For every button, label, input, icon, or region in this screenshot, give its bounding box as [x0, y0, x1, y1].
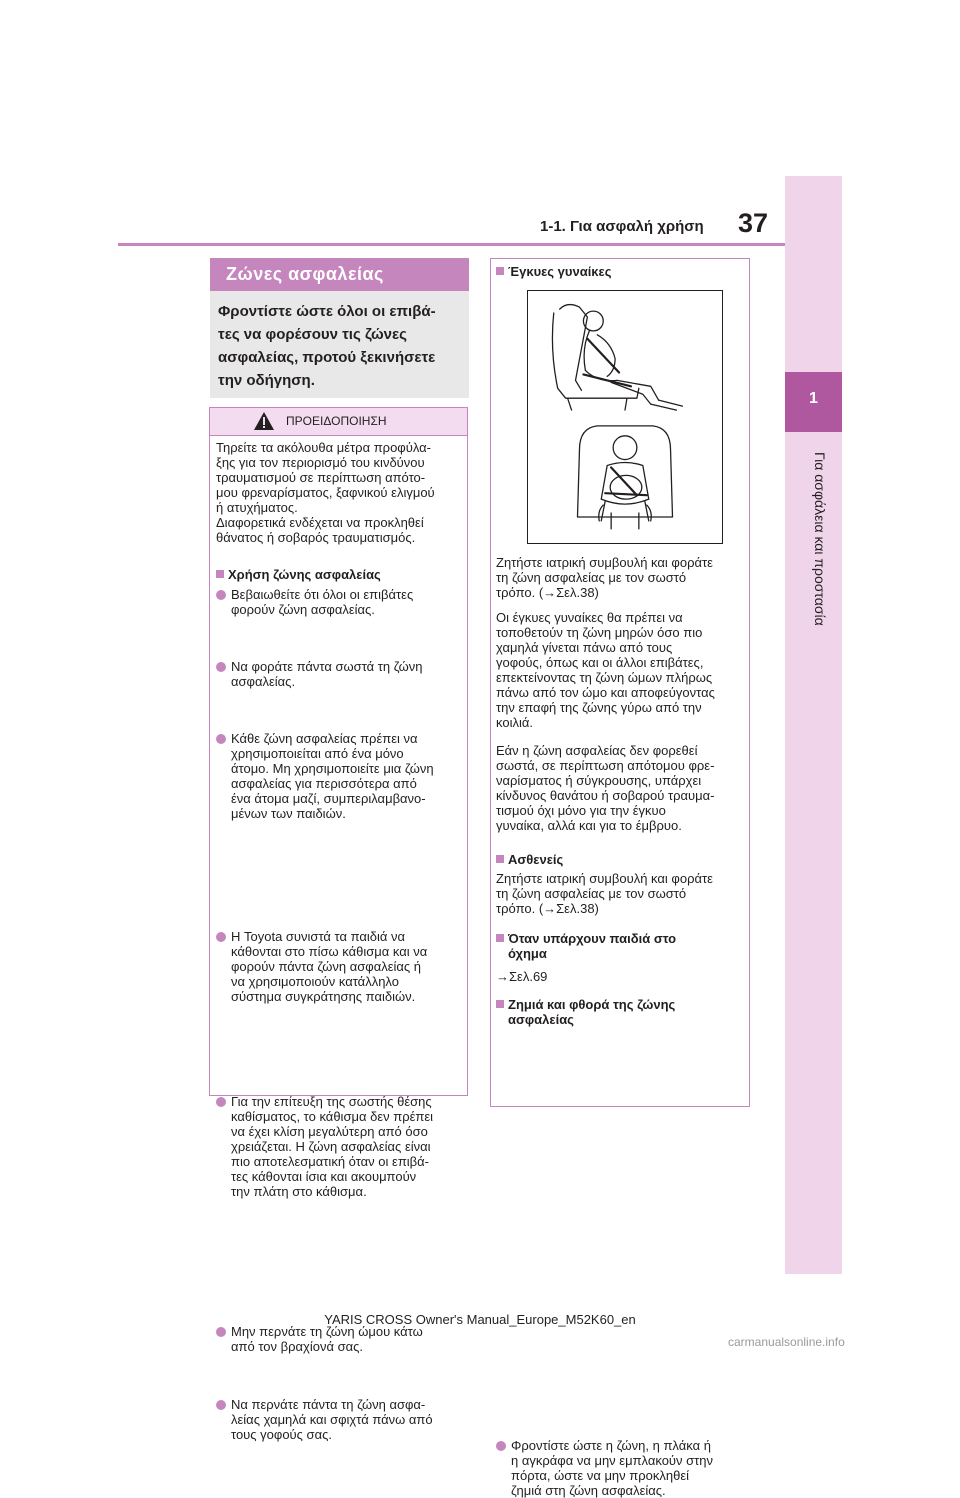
square-bullet-icon [496, 855, 504, 863]
square-bullet-icon [496, 1000, 504, 1008]
intro-text: Φροντίστε ώστε όλοι οι επιβά- τες να φορέσουν τις ζώνες ασφαλείας, προτού ξεκινήσετε την οδήγηση. [218, 303, 436, 389]
bullet-dot-icon [216, 1097, 226, 1107]
list-item: Κάθε ζώνη ασφαλείας πρέπει να χρησιμοποιείται από ένα μόνο άτομο. Μη χρησιμοποιείτε μια ζώνη ασφαλείας για περισσότερα από ένα άτομα μαζί, συμπεριλαμβανο- μένων των παιδιών. [216, 731, 479, 821]
list-item: Βεβαιωθείτε ότι όλοι οι επιβάτες φορούν ζώνη ασφαλείας. [216, 587, 479, 617]
warning-divider [210, 435, 467, 436]
chapter-number: 1 [809, 390, 818, 407]
topic-title: Ζώνες ασφαλείας [226, 264, 384, 284]
bullet-dot-icon [216, 734, 226, 744]
bullet-dot-icon [216, 1327, 226, 1337]
section-title: 1-1. Για ασφαλή χρήση [540, 218, 704, 235]
ill-heading: Ασθενείς [496, 852, 563, 867]
bullet-dot-icon [216, 1400, 226, 1410]
pregnant-paragraph-1: Ζητήστε ιατρική συμβουλή και φοράτε τη ζώνη ασφαλείας με τον σωστό τρόπο. (→Σελ.38) [496, 555, 713, 600]
square-bullet-icon [216, 570, 224, 578]
ill-paragraph: Ζητήστε ιατρική συμβουλή και φοράτε τη ζώνη ασφαλείας με τον σωστό τρόπο. (→Σελ.38) [496, 871, 713, 916]
list-item: Μην περνάτε τη ζώνη ώμου κάτω από τον βραχίονά σας. [216, 1324, 479, 1354]
bullet-dot-icon [216, 590, 226, 600]
bullet-dot-icon [216, 932, 226, 942]
bullet-dot-icon [216, 662, 226, 672]
footer-manual-title: YARIS CROSS Owner's Manual_Europe_M52K60_en [324, 1312, 636, 1327]
list-item: Η Toyota συνιστά τα παιδιά να κάθονται στο πίσω κάθισμα και να φορούν πάντα ζώνη ασφαλείας ή να χρησιμοποιούν κατάλληλο σύστημα συγκράτησης παιδιών. [216, 929, 479, 1004]
pregnant-heading: Έγκυες γυναίκες [496, 264, 612, 279]
chapter-side-tab [785, 176, 842, 1274]
watermark: carmanualsonline.info [728, 1335, 845, 1349]
bullet-dot-icon [496, 1441, 506, 1451]
square-bullet-icon [496, 267, 504, 275]
pregnant-paragraph-2: Οι έγκυες γυναίκες θα πρέπει να τοποθετούν τη ζώνη μηρών όσο πιο χαμηλά γίνεται πάνω από τους γοφούς, όπως και οι άλλοι επιβάτες, επεκτείνοντας τη ζώνη ώμων πλήρως πάνω από τον ώμο και αποφεύγοντας την επαφή της ζώνης γύρω από την κοιλιά. [496, 610, 715, 730]
damage-heading: Ζημιά και φθορά της ζώνης ασφαλείας [496, 997, 746, 1027]
children-heading: Όταν υπάρχουν παιδιά στο όχημα [496, 931, 746, 961]
chapter-title: Για ασφάλεια και προστασία [812, 452, 828, 626]
header-divider [118, 243, 786, 246]
list-item: Για την επίτευξη της σωστής θέσης καθίσματος, το κάθισμα δεν πρέπει να έχει κλίση μεγαλύτερη από όσο χρειάζεται. Η ζώνη ασφαλείας είναι πιο αποτελεσματική όταν οι επιβά- τες κάθονται ίσια και ακουμπούν την πλάτη στο κάθισμα. [216, 1094, 479, 1199]
children-page-link[interactable]: →Σελ.69 [496, 969, 548, 984]
warning-triangle-icon [253, 411, 275, 431]
pregnant-paragraph-3: Εάν η ζώνη ασφαλείας δεν φορεθεί σωστά, σε περίπτωση απότομου φρε- ναρίσματος ή σύγκρουσης, υπάρχει κίνδυνος θανάτου ή σοβαρού τραυμα- τισμού όχι μόνο για την έγκυο γυναίκα, αλλά και για το έμβρυο. [496, 743, 715, 833]
list-item: Να φοράτε πάντα σωστά τη ζώνη ασφαλείας. [216, 659, 479, 689]
section-heading: Χρήση ζώνης ασφαλείας [216, 567, 381, 582]
warning-label: ΠΡΟΕΙΔΟΠΟΙΗΣΗ [286, 414, 387, 428]
list-item: Να περνάτε πάντα τη ζώνη ασφα- λείας χαμηλά και σφιχτά πάνω από τους γοφούς σας. [216, 1397, 479, 1442]
pregnant-seatbelt-illustration [527, 290, 723, 544]
square-bullet-icon [496, 934, 504, 942]
page-number: 37 [738, 208, 769, 238]
warning-intro: Τηρείτε τα ακόλουθα μέτρα προφύλα- ξης για τον περιορισμό του κινδύνου τραυματισμού σε περίπτωση απότο- μου φρεναρίσματος, ξαφνικού ελιγμού ή ατυχήματος. Διαφορετικά ενδέχεται να προκληθεί θάνατος ή σοβαρός τραυματισμός. [216, 440, 435, 545]
list-item: Φροντίστε ώστε η ζώνη, η πλάκα ή η αγκράφα να μην εμπλακούν στην πόρτα, ώστε να μην προκληθεί ζημιά στη ζώνη ασφαλείας. [496, 1438, 761, 1498]
